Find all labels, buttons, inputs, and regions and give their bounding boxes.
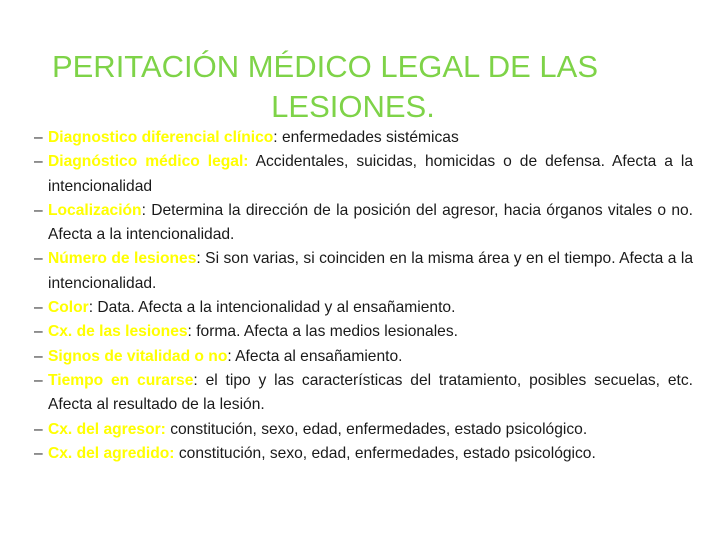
list-item-diagnostico-medico-legal bbox=[34, 150, 693, 199]
list-item-color bbox=[34, 296, 693, 320]
slide-title-line-1: PERITACIÓN MÉDICO LEGAL DE LAS bbox=[51, 48, 599, 84]
item-description: Accidentales, suicidas, homicidas o de defensa. Afecta a la intencionalidad bbox=[48, 153, 693, 195]
bullet-dash: – bbox=[34, 129, 43, 146]
item-keyword: Cx. del agredido: bbox=[48, 444, 175, 462]
bullet-dash: – bbox=[34, 153, 43, 171]
bullet-dash: – bbox=[34, 420, 43, 438]
list-item-localizacion bbox=[34, 199, 693, 248]
item-description: enfermedades sistémicas bbox=[277, 129, 459, 146]
list-item-numero-de-lesiones bbox=[34, 247, 693, 296]
bullet-dash: – bbox=[34, 250, 43, 268]
item-separator: : bbox=[193, 371, 198, 389]
item-description: el tipo y las características del tratamiento, posibles secuelas, etc. Afecta al resultado de la lesión. bbox=[48, 371, 693, 414]
item-keyword: Signos de vitalidad o no bbox=[48, 347, 228, 365]
item-keyword: Cx. de las lesiones bbox=[48, 323, 188, 341]
criteria-list bbox=[34, 126, 693, 466]
item-description: Data. Afecta a la intencionalidad y al ensañamiento. bbox=[93, 299, 456, 317]
list-item-cx-del-agresor bbox=[34, 418, 693, 442]
item-separator: : bbox=[227, 347, 232, 365]
list-item-cx-de-las-lesiones bbox=[34, 320, 693, 344]
item-separator: : bbox=[196, 250, 201, 268]
item-keyword: Cx. del agresor: bbox=[48, 420, 166, 438]
slide-title-line-2: LESIONES. bbox=[271, 88, 435, 124]
item-description: constitución, sexo, edad, enfermedades, estado psicológico. bbox=[165, 420, 588, 438]
bullet-dash: – bbox=[34, 201, 43, 219]
item-separator: : bbox=[273, 129, 278, 146]
list-item-diagnostico-diferencial bbox=[34, 126, 693, 150]
item-keyword: Número de lesiones bbox=[48, 250, 197, 268]
item-separator: : bbox=[88, 299, 94, 317]
slide-title bbox=[0, 47, 720, 127]
bullet-dash: – bbox=[34, 323, 43, 341]
list-item-signos-de-vitalidad bbox=[34, 345, 693, 369]
item-separator: : bbox=[141, 201, 146, 219]
item-keyword: Tiempo en curarse bbox=[48, 371, 194, 389]
item-keyword: Diagnóstico médico legal: bbox=[48, 153, 249, 171]
item-keyword: Diagnostico diferencial clínico bbox=[48, 129, 274, 146]
item-keyword: Localización bbox=[48, 201, 142, 219]
bullet-dash: – bbox=[34, 299, 43, 317]
bullet-dash: – bbox=[34, 347, 43, 365]
item-separator: : bbox=[187, 323, 192, 341]
item-description: Determina la dirección de la posición del agresor, hacia órganos vitales o no. Afecta a la intencionalidad. bbox=[48, 201, 693, 244]
bullet-dash: – bbox=[34, 371, 43, 389]
item-description: Afecta al ensañamiento. bbox=[231, 347, 403, 365]
item-description: forma. Afecta a las medios lesionales. bbox=[191, 323, 458, 341]
item-description: Si son varias, si coinciden en la misma área y en el tiempo. Afecta a la intencionalidad. bbox=[48, 250, 693, 292]
list-item-tiempo-en-curarse bbox=[34, 369, 693, 418]
item-keyword: Color bbox=[48, 299, 89, 317]
item-description: constitución, sexo, edad, enfermedades, estado psicológico. bbox=[174, 444, 596, 462]
bullet-dash: – bbox=[34, 444, 43, 462]
list-item-cx-del-agredido bbox=[34, 442, 693, 466]
